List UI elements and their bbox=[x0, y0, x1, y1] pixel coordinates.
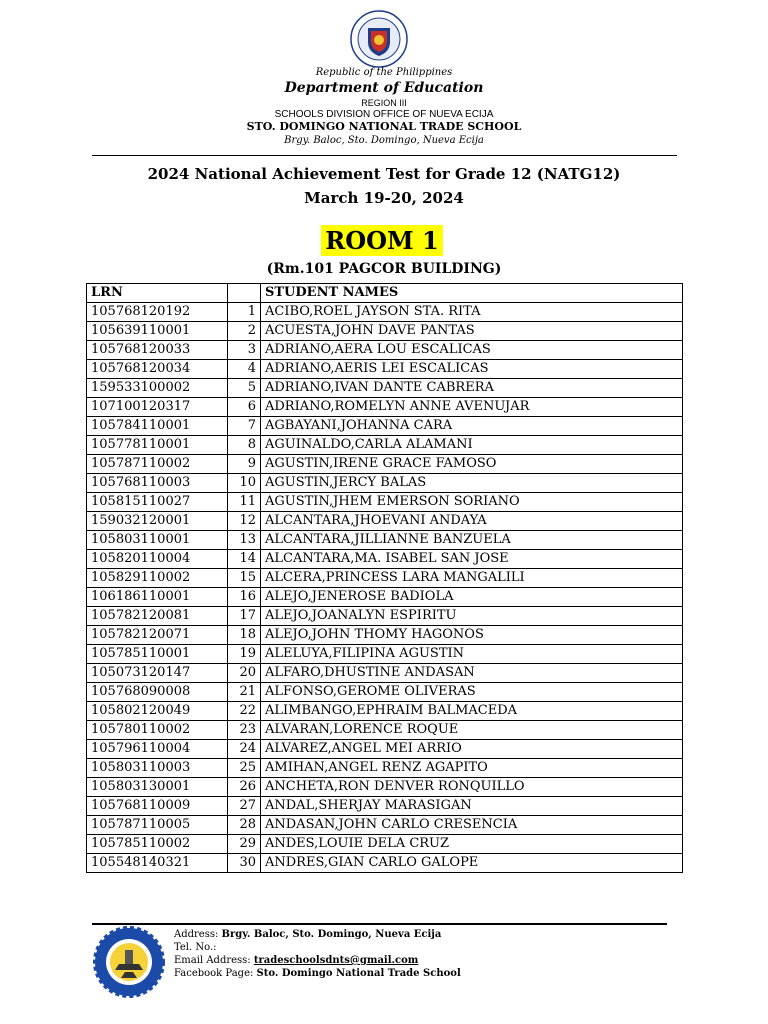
school-logo-icon bbox=[93, 926, 165, 998]
lrn-header: LRN bbox=[87, 284, 228, 303]
student-name-cell: AMIHAN,ANGEL RENZ AGAPITO bbox=[261, 759, 683, 778]
number-cell: 17 bbox=[228, 607, 261, 626]
number-cell: 28 bbox=[228, 816, 261, 835]
lrn-cell: 105782120071 bbox=[87, 626, 228, 645]
lrn-cell: 105803110001 bbox=[87, 531, 228, 550]
building-label: (Rm.101 PAGCOR BUILDING) bbox=[266, 261, 502, 277]
table-row bbox=[87, 512, 683, 531]
number-cell: 7 bbox=[228, 417, 261, 436]
table-row bbox=[87, 835, 683, 854]
number-cell: 22 bbox=[228, 702, 261, 721]
student-name-cell: ADRIANO,ROMELYN ANNE AVENUJAR bbox=[261, 398, 683, 417]
lrn-cell: 105768120034 bbox=[87, 360, 228, 379]
table-row bbox=[87, 797, 683, 816]
lrn-cell: 105785110002 bbox=[87, 835, 228, 854]
student-name-cell: ACIBO,ROEL JAYSON STA. RITA bbox=[261, 303, 683, 322]
student-name-cell: ALEJO,JENEROSE BADIOLA bbox=[261, 588, 683, 607]
exam-title: 2024 National Achievement Test for Grade 12 (NATG12) bbox=[147, 165, 621, 183]
footer-tel-label: Tel. No.: bbox=[174, 942, 217, 953]
table-row bbox=[87, 683, 683, 702]
student-name-cell: ALVAREZ,ANGEL MEI ARRIO bbox=[261, 740, 683, 759]
lrn-cell: 107100120317 bbox=[87, 398, 228, 417]
lrn-cell: 105803130001 bbox=[87, 778, 228, 797]
number-cell: 30 bbox=[228, 854, 261, 873]
student-name-cell: ALCANTARA,JHOEVANI ANDAYA bbox=[261, 512, 683, 531]
number-cell: 19 bbox=[228, 645, 261, 664]
number-cell: 12 bbox=[228, 512, 261, 531]
room-label: ROOM 1 bbox=[321, 225, 443, 256]
table-header-row bbox=[87, 284, 683, 303]
number-cell: 23 bbox=[228, 721, 261, 740]
student-name-cell: AGBAYANI,JOHANNA CARA bbox=[261, 417, 683, 436]
header-divider bbox=[92, 155, 677, 156]
student-name-cell: AGUINALDO,CARLA ALAMANI bbox=[261, 436, 683, 455]
table-row bbox=[87, 645, 683, 664]
table-row bbox=[87, 303, 683, 322]
lrn-cell: 105768110003 bbox=[87, 474, 228, 493]
student-name-cell: ALEJO,JOANALYN ESPIRITU bbox=[261, 607, 683, 626]
lrn-cell: 105768120033 bbox=[87, 341, 228, 360]
student-name-cell: ALCANTARA,JILLIANNE BANZUELA bbox=[261, 531, 683, 550]
table-row bbox=[87, 341, 683, 360]
table-row bbox=[87, 664, 683, 683]
lrn-cell: 105768110009 bbox=[87, 797, 228, 816]
student-name-cell: AGUSTIN,JERCY BALAS bbox=[261, 474, 683, 493]
student-name-cell: ADRIANO,AERA LOU ESCALICAS bbox=[261, 341, 683, 360]
table-row bbox=[87, 854, 683, 873]
number-cell: 20 bbox=[228, 664, 261, 683]
table-row bbox=[87, 493, 683, 512]
table-row bbox=[87, 778, 683, 797]
region-text: REGION III bbox=[361, 98, 407, 108]
table-row bbox=[87, 721, 683, 740]
number-cell: 1 bbox=[228, 303, 261, 322]
exam-date: March 19-20, 2024 bbox=[304, 189, 464, 207]
table-row bbox=[87, 531, 683, 550]
lrn-cell: 105780110002 bbox=[87, 721, 228, 740]
student-name-cell: ALCERA,PRINCESS LARA MANGALILI bbox=[261, 569, 683, 588]
lrn-cell: 106186110001 bbox=[87, 588, 228, 607]
number-cell: 11 bbox=[228, 493, 261, 512]
number-cell: 13 bbox=[228, 531, 261, 550]
table-row bbox=[87, 417, 683, 436]
number-header bbox=[228, 284, 261, 303]
table-row bbox=[87, 436, 683, 455]
student-name-cell: ANDRES,GIAN CARLO GALOPE bbox=[261, 854, 683, 873]
number-cell: 9 bbox=[228, 455, 261, 474]
footer-address-value: Brgy. Baloc, Sto. Domingo, Nueva Ecija bbox=[221, 929, 442, 940]
number-cell: 10 bbox=[228, 474, 261, 493]
table-row bbox=[87, 607, 683, 626]
school-name: STO. DOMINGO NATIONAL TRADE SCHOOL bbox=[246, 120, 522, 133]
footer-facebook-label: Facebook Page: bbox=[174, 968, 254, 979]
number-cell: 29 bbox=[228, 835, 261, 854]
table-row bbox=[87, 569, 683, 588]
student-name-cell: ALEJO,JOHN THOMY HAGONOS bbox=[261, 626, 683, 645]
student-name-cell: ALIMBANGO,EPHRAIM BALMACEDA bbox=[261, 702, 683, 721]
lrn-cell: 105803110003 bbox=[87, 759, 228, 778]
lrn-cell: 159533100002 bbox=[87, 379, 228, 398]
student-name-cell: AGUSTIN,IRENE GRACE FAMOSO bbox=[261, 455, 683, 474]
table-row bbox=[87, 759, 683, 778]
table-row bbox=[87, 360, 683, 379]
number-cell: 24 bbox=[228, 740, 261, 759]
student-name-cell: ALVARAN,LORENCE ROQUE bbox=[261, 721, 683, 740]
lrn-cell: 105787110002 bbox=[87, 455, 228, 474]
lrn-cell: 159032120001 bbox=[87, 512, 228, 531]
republic-text: Republic of the Philippines bbox=[315, 67, 453, 78]
student-name-cell: ANDASAN,JOHN CARLO CRESENCIA bbox=[261, 816, 683, 835]
lrn-cell: 105073120147 bbox=[87, 664, 228, 683]
lrn-cell: 105815110027 bbox=[87, 493, 228, 512]
student-name-cell: ADRIANO,AERIS LEI ESCALICAS bbox=[261, 360, 683, 379]
number-cell: 25 bbox=[228, 759, 261, 778]
footer-email-label: Email Address: bbox=[174, 955, 251, 966]
lrn-cell: 105820110004 bbox=[87, 550, 228, 569]
student-name-cell: ALELUYA,FILIPINA AGUSTIN bbox=[261, 645, 683, 664]
student-name-cell: AGUSTIN,JHEM EMERSON SORIANO bbox=[261, 493, 683, 512]
student-name-cell: ANDES,LOUIE DELA CRUZ bbox=[261, 835, 683, 854]
table-row bbox=[87, 702, 683, 721]
student-name-cell: ACUESTA,JOHN DAVE PANTAS bbox=[261, 322, 683, 341]
table-row bbox=[87, 588, 683, 607]
student-table bbox=[86, 283, 683, 873]
number-cell: 8 bbox=[228, 436, 261, 455]
lrn-cell: 105829110002 bbox=[87, 569, 228, 588]
department-name: Department of Education bbox=[284, 80, 484, 96]
number-cell: 5 bbox=[228, 379, 261, 398]
school-address: Brgy. Baloc, Sto. Domingo, Nueva Ecija bbox=[284, 135, 484, 146]
student-name-cell: ANDAL,SHERJAY MARASIGAN bbox=[261, 797, 683, 816]
number-cell: 6 bbox=[228, 398, 261, 417]
student-name-cell: ALFARO,DHUSTINE ANDASAN bbox=[261, 664, 683, 683]
names-header: STUDENT NAMES bbox=[261, 284, 683, 303]
number-cell: 18 bbox=[228, 626, 261, 645]
table-row bbox=[87, 455, 683, 474]
table-row bbox=[87, 550, 683, 569]
student-name-cell: ALCANTARA,MA. ISABEL SAN JOSE bbox=[261, 550, 683, 569]
student-name-cell: ANCHETA,RON DENVER RONQUILLO bbox=[261, 778, 683, 797]
number-cell: 4 bbox=[228, 360, 261, 379]
footer-facebook-value: Sto. Domingo National Trade School bbox=[256, 968, 461, 979]
table-row bbox=[87, 816, 683, 835]
number-cell: 2 bbox=[228, 322, 261, 341]
footer-address-label: Address: bbox=[174, 929, 219, 940]
table-row bbox=[87, 379, 683, 398]
student-name-cell: ADRIANO,IVAN DANTE CABRERA bbox=[261, 379, 683, 398]
number-cell: 14 bbox=[228, 550, 261, 569]
table-row bbox=[87, 322, 683, 341]
number-cell: 15 bbox=[228, 569, 261, 588]
footer-divider bbox=[92, 923, 667, 925]
lrn-cell: 105778110001 bbox=[87, 436, 228, 455]
lrn-cell: 105784110001 bbox=[87, 417, 228, 436]
footer-email-link[interactable]: tradeschoolsdnts@gmail.com bbox=[253, 955, 419, 966]
lrn-cell: 105768120192 bbox=[87, 303, 228, 322]
table-row bbox=[87, 474, 683, 493]
number-cell: 16 bbox=[228, 588, 261, 607]
lrn-cell: 105802120049 bbox=[87, 702, 228, 721]
number-cell: 3 bbox=[228, 341, 261, 360]
table-row bbox=[87, 740, 683, 759]
number-cell: 26 bbox=[228, 778, 261, 797]
footer-contact bbox=[174, 928, 461, 980]
number-cell: 27 bbox=[228, 797, 261, 816]
number-cell: 21 bbox=[228, 683, 261, 702]
lrn-cell: 105639110001 bbox=[87, 322, 228, 341]
lrn-cell: 105768090008 bbox=[87, 683, 228, 702]
table-row bbox=[87, 398, 683, 417]
lrn-cell: 105782120081 bbox=[87, 607, 228, 626]
lrn-cell: 105548140321 bbox=[87, 854, 228, 873]
lrn-cell: 105787110005 bbox=[87, 816, 228, 835]
division-text: SCHOOLS DIVISION OFFICE OF NUEVA ECIJA bbox=[274, 109, 494, 120]
deped-seal-icon bbox=[350, 10, 408, 68]
table-row bbox=[87, 626, 683, 645]
student-name-cell: ALFONSO,GEROME OLIVERAS bbox=[261, 683, 683, 702]
lrn-cell: 105796110004 bbox=[87, 740, 228, 759]
lrn-cell: 105785110001 bbox=[87, 645, 228, 664]
